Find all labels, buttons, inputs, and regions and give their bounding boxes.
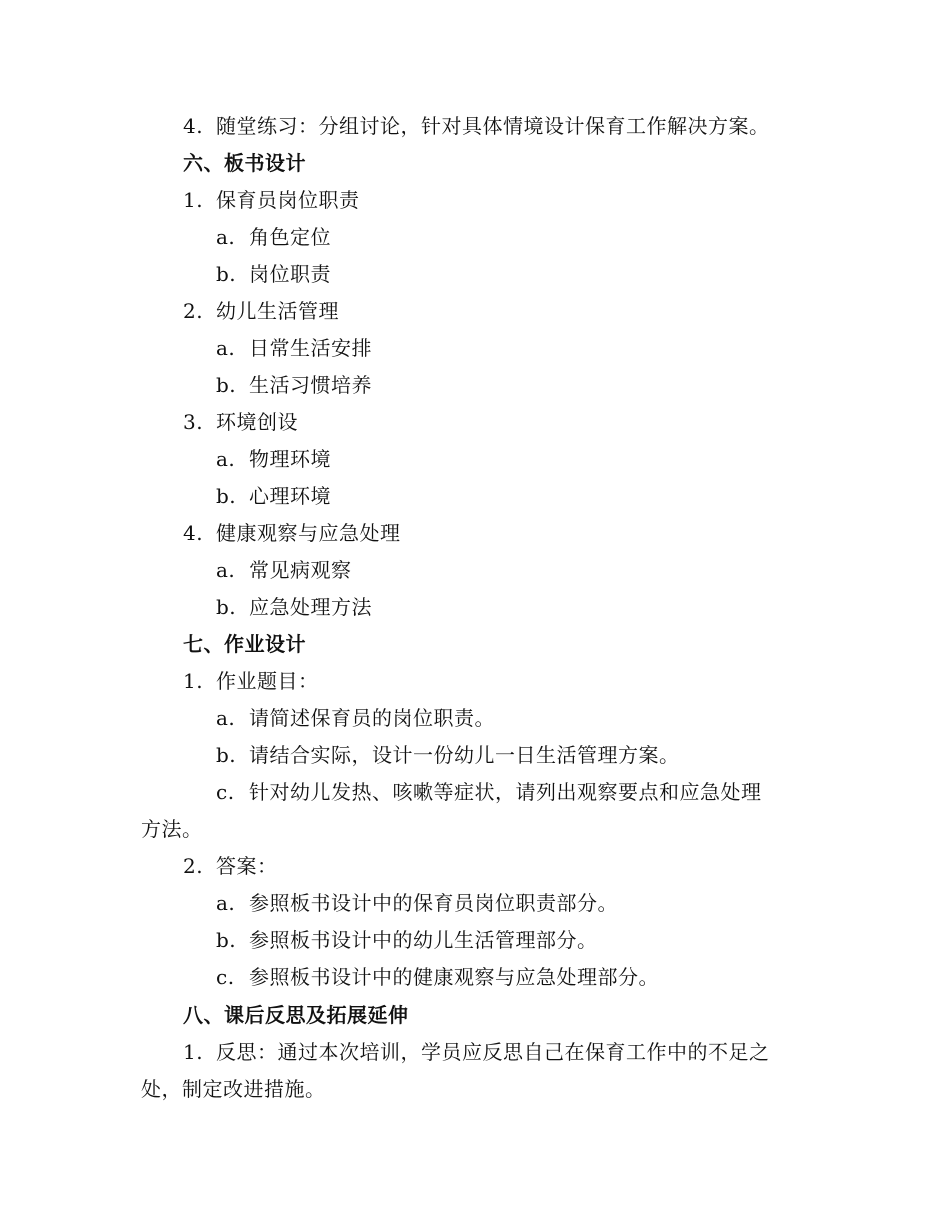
list-item [183, 293, 339, 330]
sub-item-text: 针对幼儿发热、咳嗽等症状，请列出观察要点和应急处理 [249, 780, 762, 804]
sub-item [216, 885, 618, 922]
list-item [183, 515, 401, 552]
item-text: 环境创设 [216, 410, 298, 434]
item-number: 1. [183, 669, 204, 693]
sub-item-text: 岗位职责 [249, 262, 331, 286]
sub-item-text: 常见病观察 [249, 558, 352, 582]
item-text: 答案： [216, 854, 278, 878]
sub-item-text: 请结合实际，设计一份幼儿一日生活管理方案。 [249, 743, 680, 767]
sub-item-text: 日常生活安排 [249, 336, 372, 360]
sub-item-letter: b. [216, 595, 237, 619]
sub-item [216, 256, 331, 293]
item-number: 1. [183, 188, 204, 212]
sub-item-letter: a. [216, 891, 236, 915]
sub-item-letter: a. [216, 558, 236, 582]
sub-item-text: 请简述保育员的岗位职责。 [249, 706, 495, 730]
list-item [183, 182, 360, 219]
sub-item [216, 922, 598, 959]
sub-item-letter: b. [216, 743, 237, 767]
sub-item [216, 441, 331, 478]
sub-item [216, 737, 680, 774]
item-text: 反思：通过本次培训，学员应反思自己在保育工作中的不足之 [216, 1040, 770, 1064]
sub-item-text: 角色定位 [249, 225, 331, 249]
sub-item-letter: c. [216, 780, 235, 804]
sub-item-text: 物理环境 [249, 447, 331, 471]
item-text: 幼儿生活管理 [216, 299, 339, 323]
sub-item-letter: b. [216, 484, 237, 508]
sub-item-letter: b. [216, 373, 237, 397]
sub-item-text: 参照板书设计中的保育员岗位职责部分。 [249, 891, 618, 915]
list-item [183, 848, 278, 885]
item-number: 2. [183, 299, 204, 323]
sub-item [216, 219, 331, 256]
sub-item [216, 700, 495, 737]
item-number: 1. [183, 1040, 204, 1064]
list-item [183, 663, 319, 700]
sub-item-letter: b. [216, 928, 237, 952]
item-text: 随堂练习：分组讨论，针对具体情境设计保育工作解决方案。 [216, 114, 770, 138]
item-text: 健康观察与应急处理 [216, 521, 401, 545]
sub-item [216, 959, 659, 996]
item-number: 4. [183, 114, 204, 138]
sub-item-letter: a. [216, 225, 236, 249]
sub-item-text: 参照板书设计中的幼儿生活管理部分。 [249, 928, 598, 952]
list-item [183, 108, 770, 145]
sub-item-text: 应急处理方法 [249, 595, 372, 619]
section-heading: 六、板书设计 [183, 151, 306, 175]
item-number: 4. [183, 521, 204, 545]
sub-item-letter: a. [216, 336, 236, 360]
sub-item-text: 心理环境 [249, 484, 331, 508]
sub-item [216, 589, 372, 626]
continuation-text: 方法。 [141, 817, 203, 841]
item-number: 3. [183, 410, 204, 434]
sub-item-letter: b. [216, 262, 237, 286]
section-heading: 八、课后反思及拓展延伸 [183, 1003, 409, 1027]
list-item [183, 404, 298, 441]
item-text: 保育员岗位职责 [216, 188, 360, 212]
section-heading: 七、作业设计 [183, 632, 306, 656]
sub-item-letter: a. [216, 447, 236, 471]
sub-item [216, 774, 762, 811]
sub-item-letter: c. [216, 965, 235, 989]
sub-item [216, 552, 352, 589]
sub-item [216, 330, 372, 367]
item-number: 2. [183, 854, 204, 878]
item-text: 作业题目： [216, 669, 319, 693]
sub-item [216, 367, 372, 404]
sub-item-letter: a. [216, 706, 236, 730]
sub-item-text: 参照板书设计中的健康观察与应急处理部分。 [249, 965, 659, 989]
list-item [183, 1034, 770, 1071]
sub-item-text: 生活习惯培养 [249, 373, 372, 397]
sub-item [216, 478, 331, 515]
continuation-text: 处，制定改进措施。 [141, 1077, 326, 1101]
